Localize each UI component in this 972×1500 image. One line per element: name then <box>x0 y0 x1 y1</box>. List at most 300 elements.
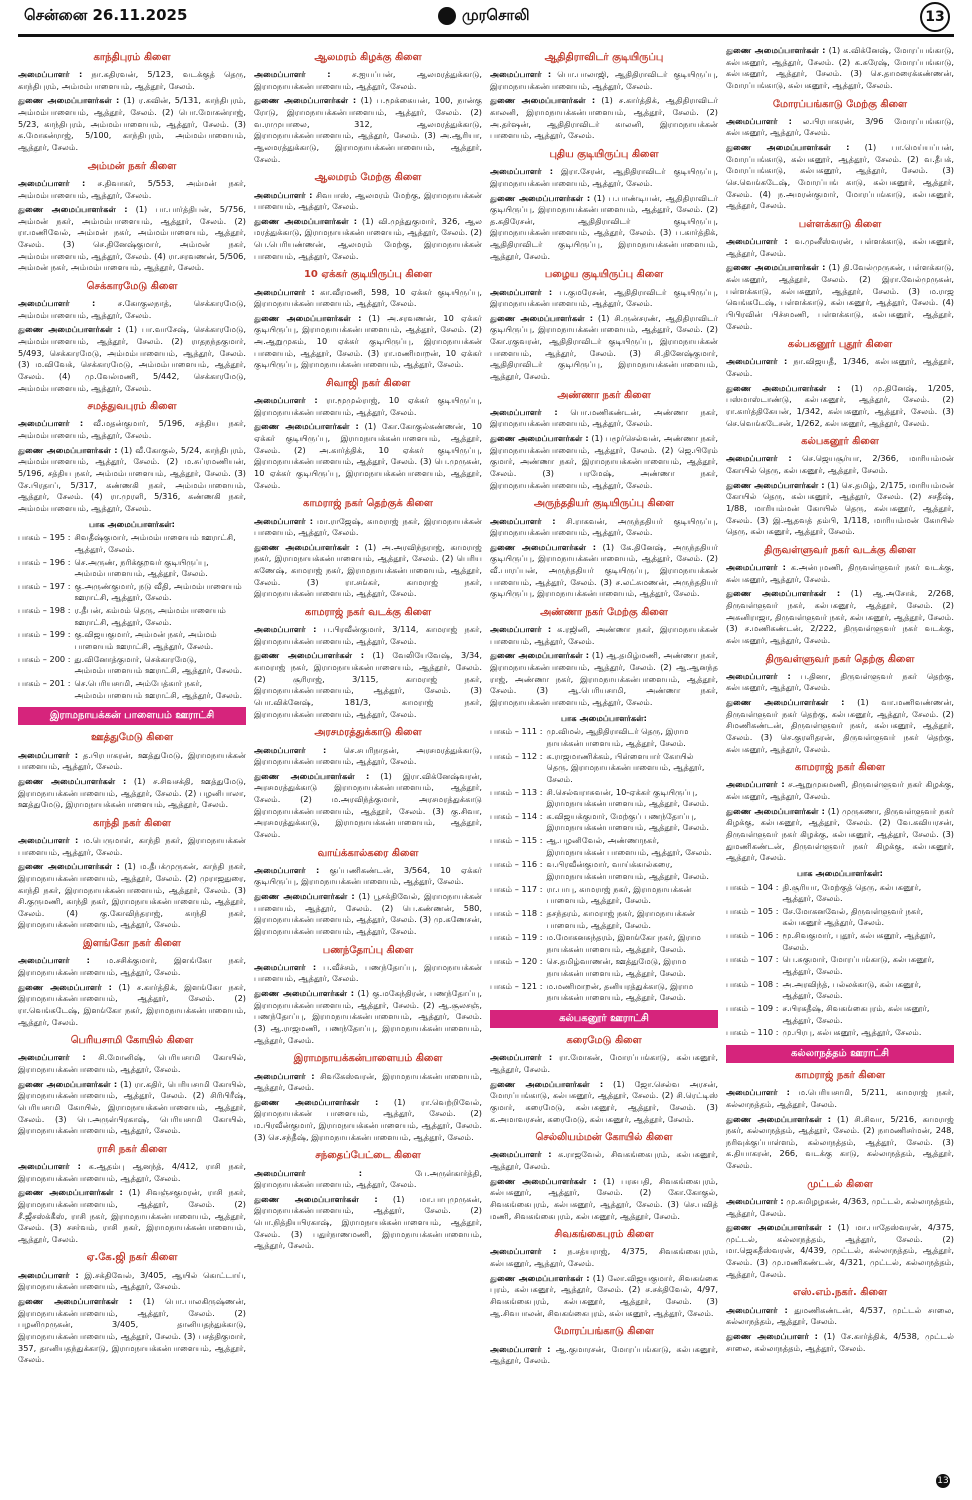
branch-title: அண்ணா நகர் மேற்கு கிளை <box>540 607 668 618</box>
officer-entry <box>254 95 482 165</box>
role-label: அமைப்பாளர் : <box>490 1052 553 1063</box>
branch-title: செக்காரமேடு கிளை <box>86 280 178 292</box>
booth-number: பாகம் – 104 : <box>726 881 779 892</box>
officer-details: ப.குமரேசன், ஆதிதிராவிடர் குடியிருப்பு, இராமநாயக்கன்பாளையம், ஆத்தூர், சேலம். <box>490 286 718 309</box>
officer-details: நா.விஜயதீ, 1/346, கல்பகனூர், ஆத்தூர், சேலம். <box>726 356 954 379</box>
officer-details: (1) கே.தினேஷ், அருந்ததியர் குடியிருப்பு, இராமநாயக்கன்பாளையம், ஆத்தூர், சேலம். (2) வீ.பாரப்பன், அருந்ததியர் குடியிருப்பு, இராமநாயக்கன் பாளையம், ஆத்தூர், சேலம். (3) ச.லட்சுமணன், அருந்ததியர் குடியிருப்பு, இராமநாயக்கன்பாளையம், ஆத்தூர், சேலம். <box>490 541 718 599</box>
panchayat-band: இராமநாயக்கன் பாளையம் ஊராட்சி <box>18 707 246 725</box>
officer-entry <box>18 1052 246 1075</box>
officer-details: (1) பூசக்திவேல், இராமநாயக்கன் பாளையம், ஆத்தூர், சேலம். (2) பெ.கண்ணன், 580, இராமநாயக்கன்பாளையம், ஆத்தூர், சேலம். (3) மு.கணேசன், இராமநாயக்கன்பாளையம், ஆத்தூர், சேலம். <box>254 891 482 937</box>
booth-row <box>490 811 718 834</box>
branch-title: பள்ளக்காடு கிளை <box>798 218 882 230</box>
officer-entry <box>254 287 482 310</box>
officer-details: (1) வேலியேவேஷ், 3/34, காமராஜ் நகர், இராமநாயக்கன்பாளையம், ஆத்தூர், சேலம். (2) சூரிராஜ், 3/115, காமராஜ் நகர், இராமநாயக்கன்பாளையம், ஆத்தூர், சேலம். (3) பொ.விக்னேஷ், 181/3, காமராஜ் நகர், இராமநாயக்கன்பாளையம், ஆத்தூர், சேலம். <box>254 650 482 719</box>
booth-officer: தசந்தரம், காமராஜ் நகர், இராமநாயக்கன் பாளையம், ஆத்தூர், சேலம். <box>546 907 695 930</box>
booth-number: பாகம் – 114 : <box>490 810 543 821</box>
officer-details: (1) தி.வேல்முருகன், பள்ளக்காடு, கல்பகனூர், ஆத்தூர், சேலம். (2) இரா.வேல்முருகன், பள்ளக்காடு, கல்பகனூர், ஆத்தூர், சேலம். (3) ம.ராஜ வெங்கடேஷ், பள்ளக்காடு, கல்பகனூர், ஆத்தூர், சேலம். (4) பிபிரவின் பிச்சமணி, பள்ளக்காடு, கல்பகனூர், ஆத்தூர், சேலம். <box>726 262 954 331</box>
branch-title: ஊத்துமேடு கிளை <box>90 732 173 744</box>
officer-entry <box>726 779 954 802</box>
officer-entry <box>726 671 954 694</box>
officer-details: (1) மா.பாபுமுருகன், இராமநாயக்கன்பாளையம், ஆத்தூர், சேலம். (2) பொ.நித்தியபிரகாஷ், இராமநாயக்கன்பாளையம், ஆத்தூர், சேலம். (3) பதுர்நாணமணி, இராமநாயக்கன்பாளையம், ஆத்தூர், சேலம். <box>254 1193 482 1251</box>
branch-title: கரைமேடு கிளை <box>566 1035 642 1047</box>
branch-title: இராமநாயக்கன்பாளையம் கிளை <box>293 1053 443 1065</box>
booth-number: பாகம் – 196 : <box>18 556 71 567</box>
role-label: துணை அமைப்பாளர்கள் : <box>726 382 841 393</box>
role-label: துணை அமைப்பாளர்கள் : <box>254 95 357 106</box>
booth-officer: அ.அரவிந்த், பல்லக்காடு, கல்பகனூர், ஆத்தூர், சேலம். <box>782 978 922 1001</box>
article-columns <box>0 37 972 1483</box>
branch-title: பணந்தோப்பு கிளை <box>322 944 414 956</box>
officer-entry <box>18 955 246 978</box>
role-label: அமைப்பாளர் : <box>490 1149 552 1160</box>
officer-details: ந.சத்யராஜ், 4/375, சிவகங்கைபுரம், கல்பகனூர், ஆத்தூர், சேலம். <box>490 1246 718 1269</box>
booth-number: பாகம் – 106 : <box>726 930 779 941</box>
footer-page-number: 13 <box>937 1476 949 1486</box>
role-label: துணை அமைப்பாளர்கள் : <box>18 324 121 335</box>
role-label: அமைப்பாளர் : <box>18 418 84 429</box>
officer-entry <box>490 193 718 263</box>
officer-details: (1) க.விக்னேஷ், மோரப்பங்காடு, கல்பகனூர், ஆத்தூர், சேலம். (2) க.சுரேஷ், மோரப்பங்காடு, கல்பகனூர், ஆத்தூர், சேலம். (3) செ.தாமரைக்கண்ணன், மோரப்பங்காடு, கல்பகனூர், ஆத்தூர், சேலம். <box>726 45 954 90</box>
booth-row <box>726 930 954 953</box>
branch-title: சிவகங்கைபுரம் கிளை <box>554 1229 654 1241</box>
booth-number: பாகம் – 200 : <box>18 653 71 664</box>
officer-entry <box>490 1246 718 1269</box>
officer-details: (1) சிவஞ்சகுமரன், ராசி நகர், இராமநாயக்கன்பாளையம், ஆத்தூர், சேலம். (2) சீ.ஜீசஸ்க்கீஸ், ராசி நகர், இராமநாயக்கன்பாளையம், ஆத்தூர், சேலம். (3) சசர்வம், ராசி நகர், இராமநாயக்கன்பாளையம், ஆத்தூர், சேலம். <box>18 1187 246 1244</box>
booth-officer: பெ.சுகுமார், மோரப்பங்காடு, கல்பகனூர், ஆத்தூர், சேலம். <box>782 954 935 977</box>
officer-entry <box>254 313 482 371</box>
officer-details: (1) மு.தினேஷ், 1/205, பஸ்மாஸ்டாண்டு, கல்பகனூர், ஆத்தூர், சேலம். (2) ரா.கார்த்திகேயன், 1/342, கல்பகனூர், ஆத்தூர், சேலம். (3) செ.வெங்கடேசன், 1/262, கல்பகனூர், ஆத்தூர், சேலம். <box>726 382 954 428</box>
officer-details: (1) பழூர்செல்வன், அண்ணா நகர், இராமநாயக்கன்பாளையம், ஆத்தூர், சேலம். (2) ஜெ.பிரேம் குமார், அண்ணா நகர், இராமநாயக்கன்பாளையம், ஆத்தூர், சேலம். (3) பரமேஷ், அண்ணா நகர், இராமநாயக்கன்பாளையம், ஆத்தூர், சேலம். <box>490 433 718 490</box>
officer-details: வீ.மதன்குமார், 5/196, சத்திய நகர், அம்மம்பாளையம், ஆத்தூர், சேலம். <box>18 418 246 441</box>
role-label: அமைப்பாளர் : <box>726 1195 784 1206</box>
officer-details: த.பிரபாகரன், ஊத்துமேடு, இராமநாயக்கன் பாளையம், ஆத்தூர், சேலம். <box>18 749 246 772</box>
officer-entry <box>18 298 246 321</box>
officer-entry <box>254 865 482 888</box>
booth-row <box>18 581 246 604</box>
booth-officer: மு.பிரபு, கல்பகனூர், ஆத்தூர், சேலம். <box>782 1027 922 1038</box>
officer-details: ம.சசிக்குமார், இளங்கோ நகர், இராமநாயக்கன்பாளையம், ஆத்தூர், சேலம். <box>18 955 246 977</box>
officer-details: (1) ஆ.அசோக், 2/268, திருவள்ளுவர் நகர், கல்பகனூர், ஆத்தூர், சேலம். (2) அகனிராஜா, திருவள்ளுவர் நகர், கல்பகனூர், ஆத்தூர், சேலம். (3) ச.மணிகண்டன், 2/222, திருவள்ளுவர் நகர் வடக்கு, கல்பகனூர், ஆத்தூர், சேலம். <box>726 588 954 645</box>
officer-entry <box>490 516 718 539</box>
branch-title: அண்ணா நகர் கிளை <box>557 389 651 401</box>
role-label: அமைப்பாளர் : <box>254 395 318 406</box>
column <box>726 45 954 1483</box>
officer-details: (1) வி.முத்துகுமார், 326, ஆல மரத்துக்காடு, இராமநாயக்கன்பாளையம், ஆத்தூர், சேலம். (2) பெ.பெரியண்ணன், ஆலமரம் மேற்கு, இராமநாயக்கன் பாளையம், ஆத்தூர், சேலம். <box>254 215 482 261</box>
booth-row <box>490 932 718 955</box>
booth-row <box>726 906 954 929</box>
officer-entry <box>726 116 954 139</box>
role-label: அமைப்பாளர் : <box>490 406 558 417</box>
role-label: துணை அமைப்பாளர்கள் : <box>490 541 597 552</box>
officer-details: க.அன்புமணி, திருவள்ளுவர் நகர் வடக்கு, கல்பகனூர், ஆத்தூர், சேலம். <box>726 562 954 584</box>
role-label: அமைப்பாளர் : <box>254 286 315 297</box>
role-label: துணை அமைப்பாளர்கள் : <box>726 45 826 55</box>
officer-details: க.ஆதம்பு ஆனந்த், 4/412, ராசி நகர், இராமநாயக்கன்பாளையம், ஆத்தூர், சேலம். <box>18 1161 246 1183</box>
booth-officer: கு.அருண்குமார், நடு வீதி, அம்மம்பாளையம் ஊராட்சி, ஆத்தூர், சேலம். <box>74 580 242 603</box>
booth-row <box>490 956 718 979</box>
role-label: அமைப்பாளர் : <box>490 69 552 80</box>
branch-title: அருந்ததியர் குடியிருப்பு கிளை <box>533 498 675 510</box>
booth-number: பாகம் – 108 : <box>726 978 779 989</box>
officer-details: (1) ப.மூக்கையன், 100, நான்கு ரோடு, இராமநாயக்கன்பாளையம், ஆத்தூர், சேலம். (2) வ.ராமுபாலை, 312, ஆலமரத்துக்காடு, இராமநாயக்கன்பாளையம், ஆத்தூர், சேலம். (3) அ.ஆரியா, ஆலமரத்துக்காடு, இராமநாயக்கன்பாளையம், ஆத்தூர், சேலம். <box>254 95 482 164</box>
officer-entry <box>490 650 718 708</box>
booth-row <box>18 532 246 555</box>
role-label: அமைப்பாளர் : <box>18 69 83 80</box>
officer-entry <box>726 45 954 92</box>
officer-details: சி.ராகவன், அருந்ததியர் குடியிருப்பு, இராமநாயக்கன்பாளையம், ஆத்தூர், சேலம். <box>490 515 718 538</box>
officer-entry <box>254 891 482 938</box>
role-label: துணை அமைப்பாளர்கள் : <box>18 1187 123 1198</box>
booth-officer: சி.செல்வராசுவன், 10-ஏக்கர் குடியிருப்பு, இராமநாயக்கன்பாளையம், ஆத்தூர், சேலம். <box>546 786 709 809</box>
officer-details: (1) கு.மகேந்திரன், பணந்தோப்பு, இராமநாயக்கன்பாளையம், ஆத்தூர், சேலம். (2) ஆ.சூலசஞ், பணந்தோப்பு, இராமநாயக்கன்பாளையம், ஆத்தூர், சேலம். (3) ஆ.ராஜமணி, பணந்தோப்பு, இராமநாயக்கன்பாளையம், ஆத்தூர், சேலம். <box>254 988 482 1045</box>
booth-number: பாகம் – 109 : <box>726 1002 779 1013</box>
officer-entry <box>726 453 954 476</box>
officer-details: க.ரஜினி, அண்ணா நகர், இராமநாயக்கன் பாளையம், ஆத்தூர், சேலம். <box>490 624 718 646</box>
booth-number: பாகம் – 195 : <box>18 532 71 543</box>
officer-details: (1) கோ.கோகுல்கண்ணன், 10 ஏக்கர் குடியிருப்பு, இராமநாயக்கன்பாளையம், ஆத்தூர், சேலம். (2) அ.கார்த்திக், 10 ஏக்கர் குடியிருப்பு, இராமநாயக்கன்பாளையம், ஆத்தூர், சேலம். (3) பெ.முருகன், 10 ஏக்கர் குடியிருப்பு, இராமநாயக்கன்பாளையம், ஆத்தூர், சேலம். <box>254 421 482 490</box>
officer-details: (1) ரா.வெற்றிவேல், இராமநாயக்கன் பாளையம், ஆத்தூர், சேலம். (2) ம.பிரவீன்குமார், இராமநாயக்கன்பாளையம், ஆத்தூர், சேலம். (3) செ.சந்தீஷ், இராமநாயக்கன்பாளையம், ஆத்தூர், சேலம். <box>254 1096 482 1142</box>
branch-title: 10 ஏக்கர் குடியிருப்பு கிளை <box>303 269 433 281</box>
officer-details: சிவகேஸ்வரன், இராமநாயக்கன்பாளையம், ஆத்தூர், சேலம். <box>254 1070 482 1093</box>
booth-number: பாகம் – 120 : <box>490 956 543 967</box>
officer-entry <box>18 418 246 441</box>
booth-number: பாகம் – 121 : <box>490 980 543 991</box>
officer-details: (1) செ.தமிழ், 2/175, மாரியம்மன் கோயில் தெரு, கல்பகனூர், ஆத்தூர், சேலம். (2) சசதீஷ், 1/88, மாரியம்மன் கோயில் தெரு, கல்பகனூர், ஆத்தூர், சேலம். (3) இ.ஆதவத் தம்பி, 1/118, மாரியம்மன் கோயில் தெரு, கல்பகனூர், ஆத்தூர், சேலம். <box>726 479 954 537</box>
officer-details: (1) லோ.விஜயகுமார், சிவகங்கை புரம், கல்பகனூர், ஆத்தூர், சேலம். (2) ச.சக்திவேல், 4/97, சிவகங்கைபுரம், கல்பகனூர், ஆத்தூர், சேலம். (3) ஆ.சிவபாலன், சிவகங்கைபுரம், கல்பகனூர், ஆத்தூர், சேலம். <box>490 1272 718 1318</box>
officer-details: (1) இரா.விக்னேஷ்வரன், அரசமரத்துக்காடு இராமநாயக்கன்பாளையம், ஆத்தூர், சேலம். (2) ம.அரவிந்த்குமார், அரசமரத்துக்காடு இராமநாயக்கன்பாளையம், ஆத்தூர், சேலம். (3) கு.சிவா, அரசமரத்துக்காடு, இராமநாயக்கன்பாளையம், ஆத்தூர், சேலம். <box>254 770 482 839</box>
officer-details: நா.கதிரவன், 5/123, வடக்குத் தெரு, காந்திபுரம், அம்மம்பாளையம், ஆத்தூர், சேலம். <box>18 69 246 91</box>
branch-title: வாய்க்கால்கரை கிளை <box>317 847 419 859</box>
officer-entry <box>18 982 246 1029</box>
booth-officer: மூ.சிவகுமார், புதூர், கல்பகனூர், ஆத்தூர், சேலம். <box>782 930 936 952</box>
branch-title: ஆலமரம் மேற்கு கிளை <box>314 172 422 184</box>
booth-row <box>490 859 718 882</box>
branch-title: ஏ.கே.ஜி நகர் கிளை <box>86 1252 178 1264</box>
officer-entry <box>254 542 482 600</box>
panchayat-band: கல்லாநத்தம் ஊராட்சி <box>726 1045 954 1063</box>
officer-details: வ.முனீஸ்வரன், பள்ளக்காடு, கல்பகனூர், ஆத்தூர், சேலம். <box>726 236 954 258</box>
booth-row <box>726 954 954 977</box>
officer-entry <box>726 588 954 646</box>
officer-entry <box>490 407 718 430</box>
booth-officer: செ.அருண், நரிக்குறவர் குடியிருப்பு, அம்மம்பாளையம், ஆத்தூர், சேலம். <box>74 556 209 579</box>
branch-title: காமராஜ் நகர் தெற்குக் கிளை <box>303 498 433 510</box>
role-label: அமைப்பாளர் : <box>726 115 792 126</box>
column <box>18 45 246 1483</box>
role-label: துணை அமைப்பாளர்கள் : <box>490 650 589 661</box>
officer-details: (1) முருகணா, திருவள்ளுவர் நகர் கிழக்கு, கல்பகனூர், ஆத்தூர், சேலம். (2) வே.கவியரசன், திருவள்ளுவர் நகர் கிழக்கு, கல்பகனூர், ஆத்தூர், சேலம். (3) துமணிகண்டன், திருவள்ளுவர் நகர் கிழக்கு, கல்பகனூர், ஆத்தூர், சேலம். <box>726 805 954 863</box>
officer-details: ம.பெருமாள், காந்தி நகர், இராமநாயக்கன் பாளையம், ஆத்தூர், சேலம். <box>18 834 246 857</box>
role-label: துணை அமைப்பாளர்கள் : <box>254 541 359 552</box>
role-label: அமைப்பாளர் : <box>726 236 788 247</box>
booth-number: பாகம் – 199 : <box>18 629 71 640</box>
officer-details: செ.ஜெயசூர்யா, 2/366, மாரியம்மன் கோயில் தெரு, கல்பகனூர், ஆத்தூர், சேலம். <box>726 453 954 476</box>
role-label: துணை அமைப்பாளர்கள் : <box>726 479 825 490</box>
officer-entry <box>254 516 482 539</box>
booth-row <box>490 787 718 810</box>
officer-entry <box>18 1079 246 1137</box>
role-label: அமைப்பாளர் : <box>254 1070 315 1081</box>
role-label: துணை அமைப்பாளர்கள் : <box>254 215 358 226</box>
officer-entry <box>726 806 954 864</box>
officer-entry <box>254 421 482 491</box>
officer-entry <box>490 1344 718 1367</box>
officer-entry <box>18 95 246 153</box>
role-label: அமைப்பாளர் : <box>254 1167 363 1178</box>
booth-row <box>726 1027 954 1039</box>
officer-entry <box>726 262 954 332</box>
officer-entry <box>18 1187 246 1245</box>
role-label: அமைப்பாளர் : <box>18 749 79 760</box>
officer-details: (1) ச.கார்த்திக், ஆதிதிராவிடர் காலனி, இராமநாயக்கன்பாளையம், ஆத்தூர், சேலம். (2) அ.தர்ஷன், ஆதிதிராவிடர் காலனி, இராமநாயக்கன் பாளையம், ஆத்தூர், சேலம். <box>490 95 718 141</box>
officer-entry <box>254 69 482 92</box>
branch-title: காந்திபுரம் கிளை <box>93 52 171 63</box>
officer-entry <box>490 1052 718 1075</box>
officer-details: மா.ராஜேஷ், காமராஜ் நகர், இராமநாயக்கன் பாளையம், ஆத்தூர், சேலம். <box>254 515 482 538</box>
branch-title: கல்பகனூர் புதூர் கிளை <box>787 339 893 351</box>
branch-title: காமராஜ் நகர் கிளை <box>794 762 886 774</box>
officer-entry <box>726 1222 954 1280</box>
booth-officer: ம.மணிமாறன், தனியரத்துக்காடு, இராம நாயக்கன்பாளையம், ஆத்தூர், சேலம். <box>546 980 694 1003</box>
officer-entry <box>490 433 718 491</box>
officer-entry <box>254 1168 482 1191</box>
branch-title: இளங்கோ நகர் கிளை <box>83 938 181 950</box>
branch-title: காந்தி நகர் கிளை <box>93 817 171 829</box>
officer-entry <box>254 624 482 647</box>
officer-entry <box>726 1305 954 1328</box>
officer-entry <box>254 1194 482 1252</box>
role-label: துணை அமைப்பாளர்கள் : <box>726 1222 832 1233</box>
masthead <box>438 6 530 26</box>
role-label: துணை அமைப்பாளர்கள் : <box>254 988 355 999</box>
officer-entry <box>490 166 718 189</box>
branch-title: திருவள்ளுவர் நகர் தெற்கு கிளை <box>765 653 915 665</box>
officer-details: (1) பொ.பாலகிருஷ்ணன், இராமநாயக்கன்பாளையம், ஆத்தூர், சேலம். (2) பழனிமுருகன், 3/405, தானியதந்துக்காடு, இராமநாயக்கன்பாளையம், ஆத்தூர், சேலம். (3) பசத்திகுமார், 357, தானியதந்துக்காடு, இராமநாயக்கன்பாளையம், ஆத்தூர், சேலம். <box>18 1295 246 1365</box>
officer-entry <box>726 562 954 585</box>
booth-heading: பாக அமைப்பாளர்கள்: <box>797 867 883 878</box>
officer-details: (1) சே.கார்த்திக், 4/538, முட்டல் சாலை, கல்லாநத்தம், ஆத்தூர், சேலம். <box>726 1330 954 1353</box>
officer-entry <box>490 1079 718 1126</box>
role-label: அமைப்பாளர் : <box>254 515 314 526</box>
officer-details: செ.சபரிநாதன், அரசமரத்துக்காடு, இராமநாயக்கன்பாளையம், ஆத்தூர், சேலம். <box>254 744 482 767</box>
branch-title: புதிய குடியிருப்பு கிளை <box>549 149 659 161</box>
booth-number: பாகம் – 197 : <box>18 580 71 591</box>
officer-details: இ.சக்திவேல், 3/405, ஆயில் கொட்டாய், இராமநாயக்கன்பாளையம், ஆத்தூர், சேலம். <box>18 1269 246 1292</box>
role-label: துணை அமைப்பாளர்கள் : <box>254 770 370 781</box>
officer-entry <box>18 835 246 858</box>
role-label: துணை அமைப்பாளர்கள் : <box>490 312 593 323</box>
booth-row <box>18 678 246 701</box>
role-label: துணை அமைப்பாளர்கள் : <box>490 433 589 444</box>
booth-officer: செ.பெரியசாமி, அம்பேத்கார் நகர், அம்மம்பாளையம் ஊராட்சி, ஆத்தூர், சேலம். <box>74 677 243 700</box>
booth-officer: ர.தீபன், கம்மம் தெரு, அம்மம்பாளையம் ஊராட்சி, ஆத்தூர், சேலம். <box>74 605 226 627</box>
officer-details: ச.கோகுலநாத், செக்காரமேடு, அம்மம்பாளையம், ஆத்தூர், சேலம். <box>18 298 246 320</box>
role-label: அமைப்பாளர் : <box>726 453 792 464</box>
officer-details: மு.கமிழழகன், 4/363, முட்டல், கல்லாநத்தம், ஆத்தூர், சேலம். <box>726 1195 954 1218</box>
officer-entry <box>490 313 718 383</box>
officer-details: பொ.பாலாஜி, ஆதிதிராவிடர் குடியிருப்பு, இராமநாயக்கன்பாளையம், ஆத்தூர், சேலம். <box>490 69 718 91</box>
officer-details: (1) ர.கவின், 5/131, காந்திபுரம், அம்மம்பாளையம், ஆத்தூர், சேலம். (2) பொ.மோகன்ராஜ், 5/23, காந்திபுரம், அம்மம்பாளையம், ஆத்தூர், சேலம். (3) க.மோகன்ராஜ், 5/100, காந்திபுரம், அம்மம்பாளையம், ஆத்தூர், சேலம். <box>18 95 246 153</box>
role-label: அமைப்பாளர் : <box>490 624 552 635</box>
officer-details: (1) சி.சிவா, 5/216, காமராஜ் நகர், கல்லாநத்தம், ஆத்தூர், சேலம். (2) நாமணிசர்மன், 248, நரிவுக்குப்பாள்ளம், கல்லாநத்தம், ஆத்தூர், சேலம். (3) க.தியாகரன், 266, வடக்கு காடு, கல்லாநத்தம், ஆத்தூர், சேலம். <box>726 1113 954 1171</box>
booth-row <box>18 557 246 580</box>
role-label: துணை அமைப்பாளர்கள் : <box>18 1295 133 1306</box>
officer-entry <box>18 445 246 515</box>
role-label: துணை அமைப்பாளர் : <box>726 1330 818 1341</box>
officer-details: (1) ப.பாண்டியன், ஆதிதிராவிடர் குடியிருப்பு, இராமநாயக்கன்பாளையம், ஆத்தூர், சேலம். (2) த.கதிரேசன், ஆதிதிராவிடர் குடியிருப்பு, இராமநாயக்கன்பாளையம், ஆத்தூர், சேலம். (3) ப.கார்த்திக், ஆதிதிராவிடர் குடியிருப்பு, இராமநாயக்கன்பாளையம், ஆத்தூர், சேலம். <box>490 192 718 261</box>
officer-entry <box>726 1087 954 1110</box>
role-label: துணை அமைப்பாளர்கள் : <box>726 805 825 816</box>
role-label: துணை அமைப்பாளர்கள் : <box>490 1175 597 1186</box>
role-label: துணை அமைப்பாளர்கள் : <box>254 312 362 323</box>
officer-details: துமணிகண்டன், 4/537, முட்டல் சாலை, கல்லாநத்தம், ஆத்தூர், சேலம். <box>726 1304 954 1327</box>
role-label: அமைப்பாளர் : <box>254 864 320 875</box>
branch-title: சிவாஜி நகர் கிளை <box>325 378 411 390</box>
booth-number: பாகம் – 116 : <box>490 859 543 870</box>
officer-details: (1) ச.கார்த்திக், இளங்கோ நகர், இராமநாயக்கன்பாளையம், ஆத்தூர், சேலம். (2) ரா.வெங்கடேஷ், இளங்கோ நகர், இராமநாயக்கன்பாளையம், ஆத்தூர், சேலம். <box>18 981 246 1027</box>
officer-entry <box>726 142 954 212</box>
officer-entry <box>490 1273 718 1320</box>
branch-title: அரசமரத்துக்காடு கிளை <box>314 727 422 739</box>
officer-entry <box>18 776 246 811</box>
officer-details: (1) மா.பாதேஸ்வரன், 4/375, முட்டல், கல்லாநத்தம், ஆத்தூர், சேலம். (2) மா.ஜெகதீஸ்வரன், 4/439, முட்டல், கல்லாநத்தம், ஆத்தூர், சேலம். (3) மு.மணிகண்டன், 4/321, முட்டல், கல்லாநத்தம், ஆத்தூர், சேலம். <box>726 1222 954 1279</box>
edition-date: சென்னை 26.11.2025 <box>24 6 188 24</box>
officer-details: ப.வீச்சம், பணந்தோப்பு, இராமநாயக்கன் பாளையம், ஆத்தூர், சேலம். <box>254 961 482 984</box>
officer-entry <box>254 395 482 418</box>
role-label: துணை அமைப்பாளர்கள் : <box>18 775 127 786</box>
officer-details: (1) பா.மெய்யப்பன், மோரப்பங்காடு, கல்பகனூர், ஆத்தூர், சேலம். (2) வ.தீபக், மோரப்பங்காடு, கல்பகனூர், ஆத்தூர், சேலம். (3) செ.வெங்கடேஷ், மோரப்பங் காடு, கல்பகனூர், ஆத்தூர், சேலம். (4) ந.அமரன்குமார், மோரப்பங்காடு, கல்பகனூர், ஆத்தூர், சேலம். <box>726 142 954 211</box>
officer-details: ல.பிரபாகரன், 3/96 மோரப்பங்காடு, கல்பகனூர், ஆத்தூர், சேலம். <box>726 115 954 138</box>
branch-title: ராசி நகர் கிளை <box>97 1143 167 1155</box>
role-label: அமைப்பாளர் : <box>490 1343 551 1354</box>
role-label: துணை அமைப்பாளர்கள் : <box>18 861 120 872</box>
booth-number: பாகம் – 201 : <box>18 677 71 688</box>
branch-title: அம்மன் நகர் கிளை <box>87 160 177 172</box>
masthead-title: முரசொலி <box>462 6 530 24</box>
officer-details: ப.தினா, திருவள்ளுவர் நகர் தெற்கு, கல்பகனூர், ஆத்தூர், சேலம். <box>726 670 954 693</box>
officer-entry <box>18 178 246 201</box>
officer-entry <box>254 650 482 720</box>
officer-details: ரா.மோகன், மோரப்பங்காடு, கல்பகனூர், ஆத்தூர், சேலம். <box>490 1052 718 1075</box>
booth-row <box>490 726 718 749</box>
officer-entry <box>18 204 246 274</box>
officer-details: (1) ஆ.தமிழ்மணி, அண்ணா நகர், இராமநாயக்கன்பாளையம், ஆத்தூர், சேலம். (2) ஆ.ஆனந்த ராஜ், அண்ணா நகர், இராமநாயக்கன்பாளையம், ஆத்தூர், சேலம். (3) ஆ.பெரியசாமி, அண்ணா நகர், இராமநாயக்கன்பாளையம், ஆத்தூர், சேலம். <box>490 650 718 708</box>
officer-entry <box>254 962 482 985</box>
officer-entry <box>18 1270 246 1293</box>
booth-officer: ரா.பாபு, காமராஜ் நகர், இராமநாயக்கன் பாளையம், ஆத்தூர், சேலம். <box>546 883 692 906</box>
officer-entry <box>490 287 718 310</box>
officer-entry <box>18 324 246 394</box>
role-label: துணை அமைப்பாளர்கள் : <box>726 262 826 273</box>
column <box>254 45 482 1483</box>
role-label: அமைப்பாளர் : <box>726 356 788 367</box>
role-label: அமைப்பாளர் : <box>254 744 327 755</box>
role-label: துணை அமைப்பாளர்கள் : <box>254 891 355 902</box>
booth-row <box>490 884 718 907</box>
role-label: அமைப்பாளர் : <box>490 166 554 177</box>
booth-officer: தி.சூரியா, மேற்குத் தெரு, கல்பகனூர், ஆத்தூர், சேலம். <box>782 881 922 904</box>
officer-entry <box>726 1114 954 1172</box>
role-label: அமைப்பாளர் : <box>254 961 317 972</box>
role-label: துணை அமைப்பாளர் : <box>18 981 112 992</box>
role-label: துணை அமைப்பாளர்கள் : <box>18 95 120 106</box>
booth-number: பாகம் – 119 : <box>490 932 543 943</box>
officer-details: (1) சி.ருன்சரண், ஆதிதிராவிடர் குடியிருப்பு, இராமநாயக்கன்பாளையம், ஆத்தூர், சேலம். (2) கோ.ரகுவரன், ஆதிதிராவிடர் குடியிருப்பு, இராமநாயக்கன் பாளையம், ஆத்தூர், சேலம். (3) சி.தினேஷ்குமார், ஆதிதிராவிடர் குடியிருப்பு, இராமநாயக்கன்பாளையம், ஆத்தூர், சேலம். <box>490 312 718 382</box>
booth-row <box>726 882 954 905</box>
officer-entry <box>726 1196 954 1219</box>
officer-entry <box>254 190 482 213</box>
branch-title: சமத்துவபுரம் கிளை <box>87 401 177 413</box>
branch-title: திருவள்ளுவர் நகர் வடக்கு கிளை <box>764 544 916 556</box>
role-label: துணை அமைப்பாளர்கள் : <box>254 1096 379 1107</box>
officer-details: (1) ரா.கதிர், பெரியசாமி கோயில், இராமநாயக்கன்பாளையம், ஆத்தூர், சேலம். (2) சிரிபிரீஷ், பெரியசாமி கோயில், இராமநாயக்கன்பாளையம், ஆத்தூர், சேலம். (3) பெ.அருள்பிரகாஷ், பெரியசாமி கோயில், இராமநாயக்கன்பாளையம், ஆத்தூர், சேலம். <box>18 1078 246 1136</box>
officer-details: (1) வா.மணிவண்ணன், திருவள்ளுவர் நகர் தெற்கு, கல்பகனூர், ஆத்தூர், சேலம். (2) சிமணிகண்டன், திருவள்ளுவர் நகர், கல்பகனூர், ஆத்தூர், சேலம். (3) செ.குரளிதரன், திருவள்ளுவர் நகர் தெற்கு, கல்பகனூர், ஆத்தூர், சேலம். <box>726 697 954 754</box>
officer-entry <box>490 542 718 600</box>
role-label: அமைப்பாளர் : <box>18 177 86 188</box>
role-label: அமைப்பாளர் : <box>726 670 791 681</box>
officer-entry <box>490 1149 718 1172</box>
officer-entry <box>254 771 482 841</box>
booth-heading: பாக அமைப்பாளர்கள்: <box>89 518 175 529</box>
branch-title: எஸ்.எம்.நகர். கிளை <box>793 1287 887 1299</box>
role-label: அமைப்பாளர் : <box>254 69 331 80</box>
officer-details: ச.ஐயப்பன், ஆலமரத்துக்காடு, இராமநாயக்கன்பாளையம், ஆத்தூர், சேலம். <box>254 69 482 91</box>
booth-officer: சிவதீஷ்குமார், அம்மம்பாளையம் ஊராட்சி, ஆத்தூர், சேலம். <box>74 532 236 554</box>
officer-details: இரா.சேரன், ஆதிதிராவிடர் குடியிருப்பு, இராமநாயக்கன்பாளையம், ஆத்தூர், சேலம். <box>490 166 718 188</box>
booth-number: பாகம் – 105 : <box>726 905 779 916</box>
booth-number: பாகம் – 110 : <box>726 1027 779 1038</box>
booth-officer: ச.பிரகதீஷ், சிவகங்கைபுரம், கல்பகனூர், ஆத்தூர், சேலம். <box>782 1002 930 1025</box>
role-label: அமைப்பாளர் : <box>18 955 90 966</box>
booth-officer: செ.தமிழ்வாணன், ஊத்துமேடு, இராம நாயக்கன்பாளையம், ஆத்தூர், சேலம். <box>546 956 687 979</box>
officer-details: (1) பா.வாசேஷ், செக்காரமேடு, அம்மம்பாளையம், ஆத்தூர், சேலம். (2) ராதநந்தகுமார், 5/493, செக்காரமேடு, அம்மம்பாளையம், ஆத்தூர், சேலம். (3) ம.விவேக், செக்காரமேடு, அம்மம்பாளையம், ஆத்தூர், சேலம். (4) மு.வேல்மணி, 5/442, செக்காரமேடு, அம்மம்பாளையம், ஆத்தூர், சேலம். <box>18 324 246 393</box>
officer-entry <box>490 95 718 142</box>
booth-row <box>18 654 246 677</box>
officer-entry <box>726 236 954 259</box>
officer-entry <box>490 1176 718 1223</box>
branch-title: ஆலமரம் கிழக்கு கிளை <box>314 52 422 63</box>
role-label: துணை அமைப்பாளர்கள் : <box>490 95 596 106</box>
booth-number: பாகம் – 118 : <box>490 907 543 918</box>
officer-details: பொ.மணிகண்டன், அண்ணா நகர், இராமநாயக்கன்பாளையம், ஆத்தூர், சேலம். <box>490 406 718 429</box>
role-label: அமைப்பாளர் : <box>726 1304 788 1315</box>
officer-entry <box>490 624 718 647</box>
role-label: அமைப்பாளர் : <box>18 834 79 845</box>
booth-row <box>726 1003 954 1026</box>
booth-officer: ம.மோகனசுந்தரம், இளங்கோ நகர், இராம நாயக்கன்பாளையம், ஆத்தூர், சேலம். <box>546 932 701 954</box>
officer-details: (1) பரசுபதி, சிவகங்கைபுரம், கல்பகனூர், ஆத்தூர், சேலம். (2) கோ.கோகுல், சிவகங்கைபுரம், கல்பகனூர், ஆத்தூர், சேலம். (3) செ.பவித் மணி, சிவகங்கைபுரம், கல்பகனூர், ஆத்தூர், சேலம். <box>490 1175 718 1221</box>
booth-row <box>490 908 718 931</box>
role-label: அமைப்பாளர் : <box>726 562 786 573</box>
officer-entry <box>18 1161 246 1184</box>
role-label: அமைப்பாளர் : <box>18 1052 86 1063</box>
officer-entry <box>18 1296 246 1366</box>
booth-number: பாகம் – 117 : <box>490 883 543 894</box>
booth-officer: து.வினோத்குமார், செக்காரமேடு, அம்மம்பாளையம் ஊராட்சி, ஆத்தூர், சேலம். <box>74 653 243 676</box>
booth-row <box>726 979 954 1002</box>
officer-entry <box>254 745 482 768</box>
officer-details: ரா.மூமுல்ராஜ், 10 ஏக்கர் குடியிருப்பு, இராமநாயக்கன்பாளையம், ஆத்தூர், சேலம். <box>254 395 482 417</box>
officer-details: ஆ.குமாரசன், மோரப்பங்காடு, கல்பகனூர், ஆத்தூர், சேலம். <box>490 1343 718 1366</box>
officer-details: (1) ம.தீபக்முருகன், காந்தி நகர், இராமநாயக்கன்பாளையம், ஆத்தூர், சேலம். (2) முராஜதுரை, காந்தி நகர், இராமநாயக்கன்பாளையம், ஆத்தூர், சேலம். (3) சி.குருமணி, காந்தி நகர், இராமநாயக்கன்பாளையம், ஆத்தூர், சேலம். (4) கு.கோவிந்தராஜ், காந்தி நகர், இராமநாயக்கன்பாளையம், ஆத்தூர், சேலம். <box>18 861 246 930</box>
officer-entry <box>254 988 482 1046</box>
role-label: அமைப்பாளர் : <box>18 298 96 309</box>
role-label: துணை அமைப்பாளர்கள் : <box>254 650 364 661</box>
officer-details: (1) வீ.கோகுல், 5/24, காந்திபுரம், அம்மம்பாளையம், ஆத்தூர், சேலம். (2) ம.சுப்ரமணியன், 5/196, சத்திய நகர், அம்மம்பாளையம், ஆத்தூர், சேலம். (3) சே.பிரதாப், 5/317, கண்ணகி நகர், அம்மம்பாளையம், ஆத்தூர், சேலம். (4) ரா.முரளி, 5/316, கண்ணகி நகர், அம்மம்பாளையம், ஆத்தூர், சேலம். <box>18 444 246 513</box>
officer-entry <box>726 1331 954 1354</box>
role-label: அமைப்பாளர் : <box>490 286 553 297</box>
officer-entry <box>18 750 246 773</box>
